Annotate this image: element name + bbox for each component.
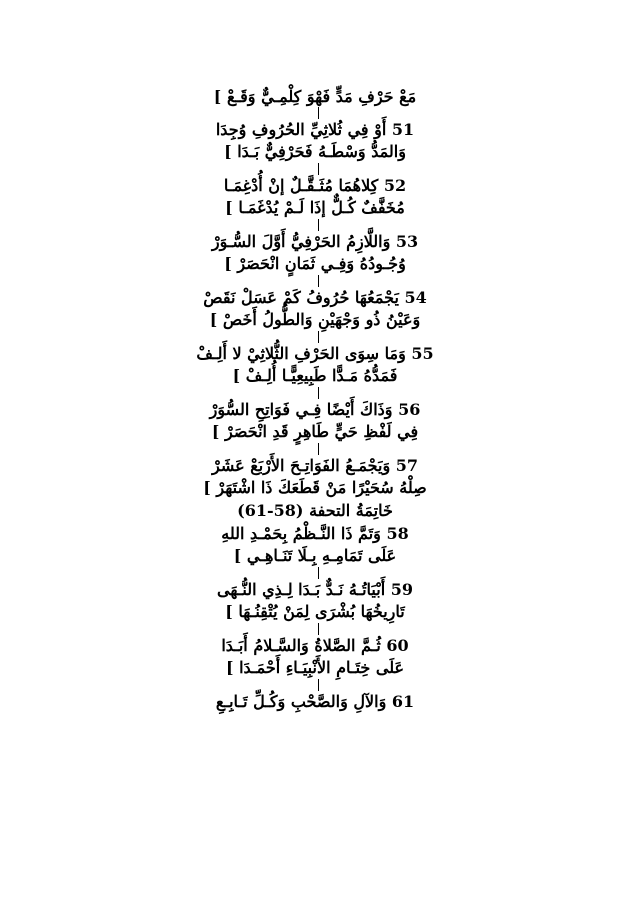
verse-separator [318,567,319,579]
poem-line: وَالمَدُّ وَسْطَـهُ فَحَرْفِيٌّ بَـدَا ] [224,142,406,161]
poem-line: 58 وَتَمَّ ذَا النَّـظْمُ بِحَمْـدِ اللهِ [221,524,409,543]
poem-line: صِلْهُ سُحَيْرًا مَنْ قَطَعَكَ ذَا اشْتَهَرْ ] [203,478,427,497]
poem-line: عَلَى تَمَامِـهِ بِـلَا تَنَـاهِـي ] [233,546,397,565]
poem-line: 60 ثُـمَّ الصَّلاةُ وَالسَّـلامُ أَبَـدَا [221,636,409,655]
poem-line: 56 وَذَاكَ أَيْضًا فِـي فَوَاتِحِ السُّوَرْ [209,400,421,419]
poem-line: فَمَدُّهُ مَـدًّا طَبِيعِيًّـا أُلِـفْ ] [232,366,398,385]
poem-line: 53 وَاللَّازِمُ الحَرْفِيُّ أَوَّلَ السُّـوَرْ [211,232,419,251]
poem-line: 59 أَبْيَاتُـهُ نَـدٌّ بَـدَا لِـذِي النُّـهَى [217,580,413,599]
poem-line: 55 وَمَا سِوَى الحَرْفِ الثُّلاثِيْ لا أَلِـفْ [196,344,434,363]
poem-line: تَارِيخُهَا بُشْرَى لِمَنْ يُتْقِنُـهَا ] [225,602,405,621]
poem-line: مُخَفَّفٌ كُـلٌّ إذَا لَـمْ يُدْغَمَـا ] [225,198,405,217]
poem-line: 57 وَيَجْمَـعُ الفَوَاتِـحَ الأَرْبَعْ عَشَرْ [211,456,418,475]
poem-line: 54 يَجْمَعُهَا حُرُوفُ كَمْ عَسَلْ نَقَصْ [203,288,427,307]
verse-separator [318,387,319,399]
verse-separator [318,275,319,287]
poem-line: 52 كِلاهُمَا مُثَـقَّـلٌ إنْ أُدْغِمَـا [223,176,407,195]
poem-line: 61 وَالآلِ وَالصَّحْبِ وَكُـلِّ تَـابِـعِ [215,692,415,711]
verse-separator [318,107,319,119]
verse-separator [318,679,319,691]
verse-separator [318,623,319,635]
poem-line: مَعْ حَرْفِ مَدٍّ فَهْوَ كِلْمِـيٌّ وَقَـعْ ] [213,87,417,106]
poem-line: وُجُـودُهُ وَفِـي ثَمَانٍ انْحَصَرْ ] [224,254,406,273]
poem-line: وَعَيْنُ ذُو وَجْهَيْنِ وَالطُّولُ أَخَصْ ] [209,310,421,329]
section-title: خَاتِمَةُ التحفة (58-61) [237,501,393,520]
verse-separator [318,331,319,343]
poem-line: عَلَى خِتَـامِ الأَنْبِيَـاءِ أَحْمَـدَا ] [225,658,405,677]
verse-separator [318,219,319,231]
verse-separator [318,163,319,175]
poem-line: 51 أَوْ فِي ثُلاثِيِّ الحُرُوفِ وُجِدَا [215,120,415,139]
poem-page [160,0,470,903]
verse-separator [318,443,319,455]
poem-line: فِي لَفْظِ حَيٍّ طَاهِرٍ قَدِ انْحَصَرْ ] [211,422,419,441]
